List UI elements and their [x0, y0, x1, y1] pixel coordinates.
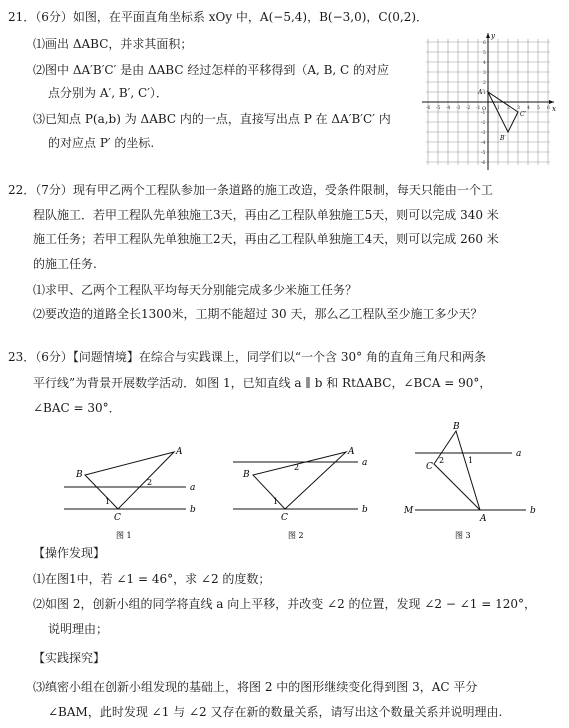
fig1-caption: 图 1: [116, 531, 132, 540]
q23-figure-2: [228, 440, 378, 540]
y-tick: 2: [483, 81, 486, 86]
fig2-label-b: B: [243, 470, 250, 480]
fig2-caption: 图 2: [288, 531, 304, 540]
origin-label: O: [482, 106, 487, 112]
y-tick: 3: [483, 71, 486, 76]
q23-line3: ∠BAC = 30°．: [33, 401, 121, 415]
x-tick: 6: [547, 106, 550, 111]
fig3-angle-2: 2: [439, 456, 445, 465]
y-axis-label: y: [491, 32, 495, 40]
q23-part2-line1: ⑵如图 2，创新小组的同学将直线 a 向上平移，并改变 ∠2 的位置，发现 ∠2 − ∠1 = 120°，: [33, 597, 537, 611]
y-tick: -3: [481, 131, 486, 136]
fig3-label-a: A: [480, 514, 487, 524]
fig2-angle-2: 2: [294, 463, 300, 472]
q21-part3-line1: ⑶已知点 P(a,b) 为 ΔABC 内的一点，直接写出点 P 在 ΔA′B′C′ 内: [33, 112, 391, 126]
q22-line1: 22．（7分）现有甲乙两个工程队参加一条道路的施工改造，受条件限制，每天只能由一个工: [8, 183, 493, 197]
fig3-label-c: C: [426, 462, 433, 472]
x-tick: -3: [456, 106, 461, 111]
fig2-label-line-a: a: [362, 458, 368, 468]
fig2-label-a: A: [348, 447, 355, 457]
q22-line3: 施工任务；若甲工程队先单独施工2天，再由乙工程队单独施工4天，则可以完成 260 米: [33, 232, 499, 246]
q23-line2: 平行线”为背景开展数学活动．如图 1，已知直线 a ∥ b 和 RtΔABC，∠BCA = 90°，: [33, 376, 492, 390]
fig2-label-c: C: [281, 513, 288, 523]
x-tick: -2: [466, 106, 471, 111]
fig1-label-c: C: [114, 513, 121, 523]
q21-coordinate-grid: [420, 30, 560, 175]
q22-line2: 程队施工．若甲工程队先单独施工3天，再由乙工程队单独施工5天，则可以完成 340 米: [33, 208, 499, 222]
fig3-label-line-a: a: [516, 449, 522, 459]
q21-part3-line2: 的对应点 P′ 的坐标.: [48, 136, 155, 150]
q23-operation-heading: 【操作发现】: [33, 546, 106, 560]
x-tick: 5: [537, 106, 540, 111]
q21-part2-line1: ⑵图中 ΔA′B′C′ 是由 ΔABC 经过怎样的平移得到（A, B, C 的对应: [33, 63, 390, 77]
q23-practice-heading: 【实践探究】: [33, 651, 106, 665]
fig1-label-line-a: a: [190, 483, 196, 493]
fig1-label-line-b: b: [190, 505, 196, 515]
x-tick: 1: [497, 106, 500, 111]
fig1-angle-1: 1: [105, 497, 111, 506]
q23-line1: 23．（6分）【问题情境】在综合与实践课上，同学们以“一个含 30° 角的直角三角尺和两条: [8, 350, 486, 364]
q21-part2-line2: 点分别为 A′, B′, C′）．: [48, 86, 168, 100]
q21-stem: 21．（6分）如图，在平面直角坐标系 xOy 中，A(−5,4)，B(−3,0)，C(0,2)．: [8, 10, 429, 24]
q22-line4: 的施工任务.: [33, 257, 97, 271]
x-tick: -5: [436, 106, 441, 111]
x-axis-label: x: [552, 105, 556, 113]
q23-figure-3: [400, 420, 550, 540]
fig1-label-b: B: [76, 470, 83, 480]
x-tick: -6: [426, 106, 431, 111]
q23-part2-line2: 说明理由；: [48, 622, 109, 636]
y-tick: -1: [481, 111, 486, 116]
q23-figure-1: [62, 440, 212, 540]
fig2-label-line-b: b: [362, 505, 368, 515]
q21-part1: ⑴画出 ΔABC，并求其面积；: [33, 37, 193, 51]
q22-part1: ⑴求甲、乙两个工程队平均每天分别能完成多少米施工任务？: [33, 283, 358, 297]
y-tick: -5: [481, 151, 486, 156]
y-tick: -6: [481, 161, 486, 166]
y-tick: -2: [481, 121, 486, 126]
q22-part2: ⑵要改造的道路全长1300米，工期不能超过 30 天，那么乙工程队至少施工多少天？: [33, 307, 483, 321]
label-b-prime: B′: [500, 135, 506, 142]
q23-part3-line1: ⑶缜密小组在创新小组发现的基础上，将图 2 中的图形继续变化得到图 3，AC 平分: [33, 680, 478, 694]
q23-part1: ⑴在图1中，若 ∠1 = 46°，求 ∠2 的度数；: [33, 572, 271, 586]
x-tick: 2: [507, 106, 510, 111]
fig1-label-a: A: [176, 447, 183, 457]
y-tick: 4: [483, 61, 486, 66]
y-tick: 5: [483, 51, 486, 56]
fig3-angle-1: 1: [468, 456, 474, 465]
y-tick: -4: [481, 141, 486, 146]
fig3-label-b: B: [453, 422, 460, 432]
q23-part3-line2: ∠BAM，此时发现 ∠1 与 ∠2 又存在新的数量关系，请写出这个数量关系并说明理由.: [48, 705, 503, 719]
x-tick: -1: [476, 106, 481, 111]
fig1-angle-2: 2: [147, 478, 153, 487]
x-tick: 3: [517, 106, 520, 111]
fig3-caption: 图 3: [455, 531, 471, 540]
y-tick: 1: [483, 91, 486, 96]
y-tick: 6: [483, 41, 486, 46]
label-a-prime: A′: [478, 89, 484, 96]
label-c-prime: C′: [520, 111, 526, 118]
fig2-angle-1: 1: [273, 497, 279, 506]
fig3-label-m: M: [404, 506, 414, 516]
fig3-label-line-b: b: [530, 506, 536, 516]
x-tick: -4: [446, 106, 451, 111]
x-tick: 4: [527, 106, 530, 111]
